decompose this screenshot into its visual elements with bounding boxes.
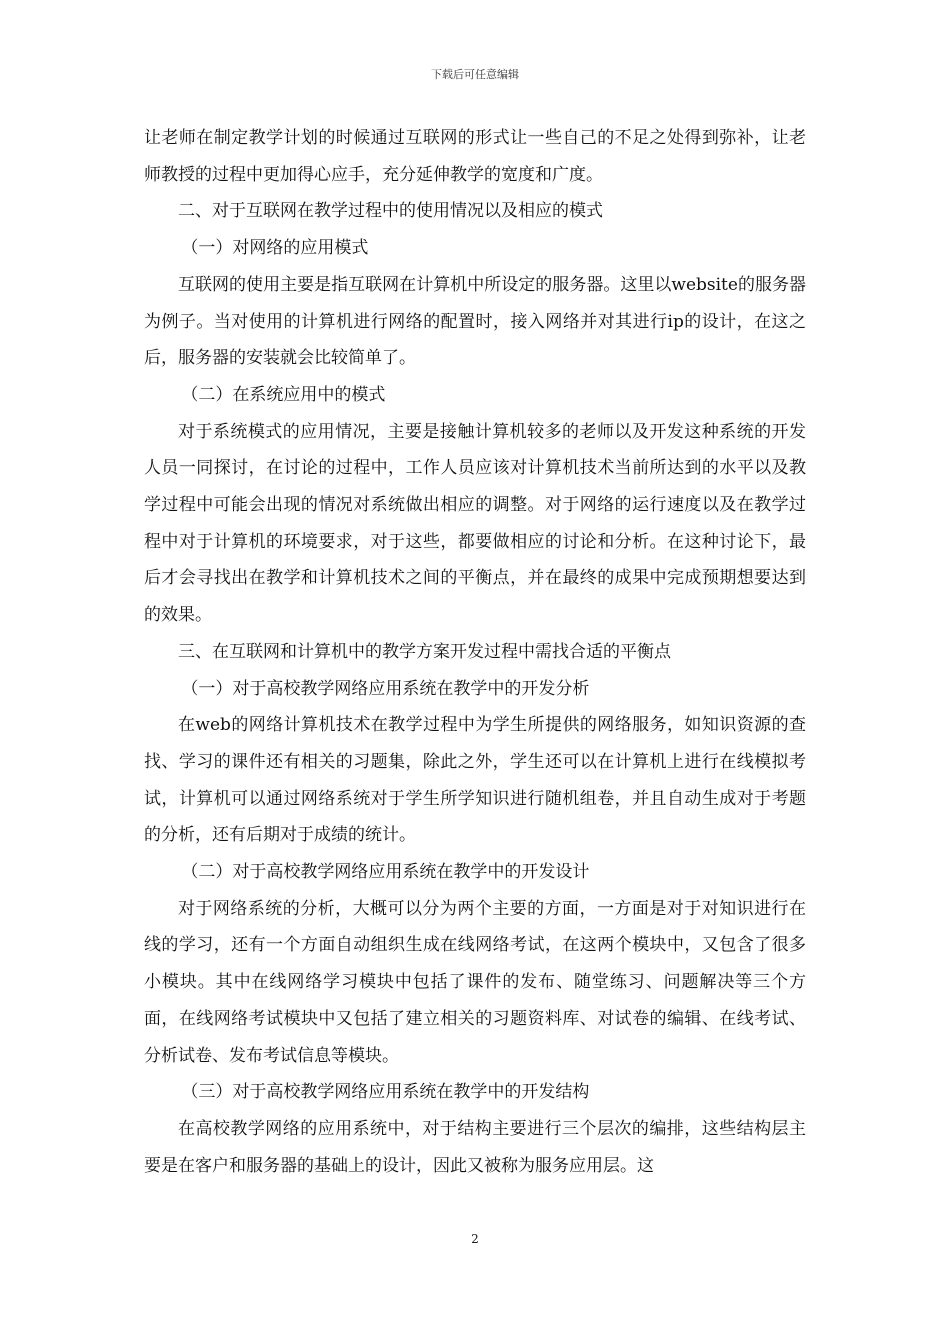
subsection-heading-2-1: （一）对网络的应用模式 [181, 238, 369, 259]
paragraph: 对于网络系统的分析，大概可以分为两个主要的方面，一方面是对于对知识进行在线的学习，还有一个方面自动组织生成在线网络考试，在这两个模块中，又包含了很多小模块。其中在线网络学习模块中包括了课件的发布、随堂练习、问题解决等三个方面，在线网络考试模块中又包括了建立相关的习题资料库、对试卷的编辑、在线考试、分析试卷、发布考试信息等模块。 [144, 898, 806, 1066]
paragraph: 在高校教学网络的应用系统中，对于结构主要进行三个层次的编排，这些结构层主要是在客户和服务器的基础上的设计，因此又被称为服务应用层。这 [144, 1118, 806, 1176]
paragraph: 在web的网络计算机技术在教学过程中为学生所提供的网络服务，如知识资源的查找、学习的课件还有相关的习题集，除此之外，学生还可以在计算机上进行在线模拟考试，计算机可以通过网络系统对于学生所学知识进行随机组卷，并且自动生成对于考题的分析，还有后期对于成绩的统计。 [144, 715, 806, 846]
paragraph: 对于系统模式的应用情况，主要是接触计算机较多的老师以及开发这种系统的开发人员一同探讨，在讨论的过程中，工作人员应该对计算机技术当前所达到的水平以及教学过程中可能会出现的情况对系统做出相应的调整。对于网络的运行速度以及在教学过程中对于计算机的环境要求，对于这些，都要做相应的讨论和分析。在这种讨论下，最后才会寻找出在教学和计算机技术之间的平衡点，并在最终的成果中完成预期想要达到的效果。 [144, 421, 806, 626]
subsection-heading-3-1: （一）对于高校教学网络应用系统在教学中的开发分析 [181, 678, 590, 699]
page-number: 2 [471, 1232, 479, 1246]
paragraph-continuation: 让老师在制定教学计划的时候通过互联网的形式让一些自己的不足之处得到弥补，让老师教授的过程中更加得心应手，充分延伸教学的宽度和广度。 [144, 128, 806, 185]
page-header: 下载后可任意编辑 [431, 68, 519, 81]
section-heading-2: 二、对于互联网在教学过程中的使用情况以及相应的模式 [178, 201, 603, 222]
subsection-heading-3-3: （三）对于高校教学网络应用系统在教学中的开发结构 [181, 1082, 590, 1103]
subsection-heading-3-2: （二）对于高校教学网络应用系统在教学中的开发设计 [181, 862, 590, 883]
document-body [144, 120, 806, 1184]
section-heading-3: 三、在互联网和计算机中的教学方案开发过程中需找合适的平衡点 [178, 641, 671, 662]
paragraph: 互联网的使用主要是指互联网在计算机中所设定的服务器。这里以website的服务器为例子。当对使用的计算机进行网络的配置时，接入网络并对其进行ip的设计，在这之后，服务器的安装就会比较简单了。 [144, 274, 806, 369]
subsection-heading-2-2: （二）在系统应用中的模式 [181, 384, 386, 405]
